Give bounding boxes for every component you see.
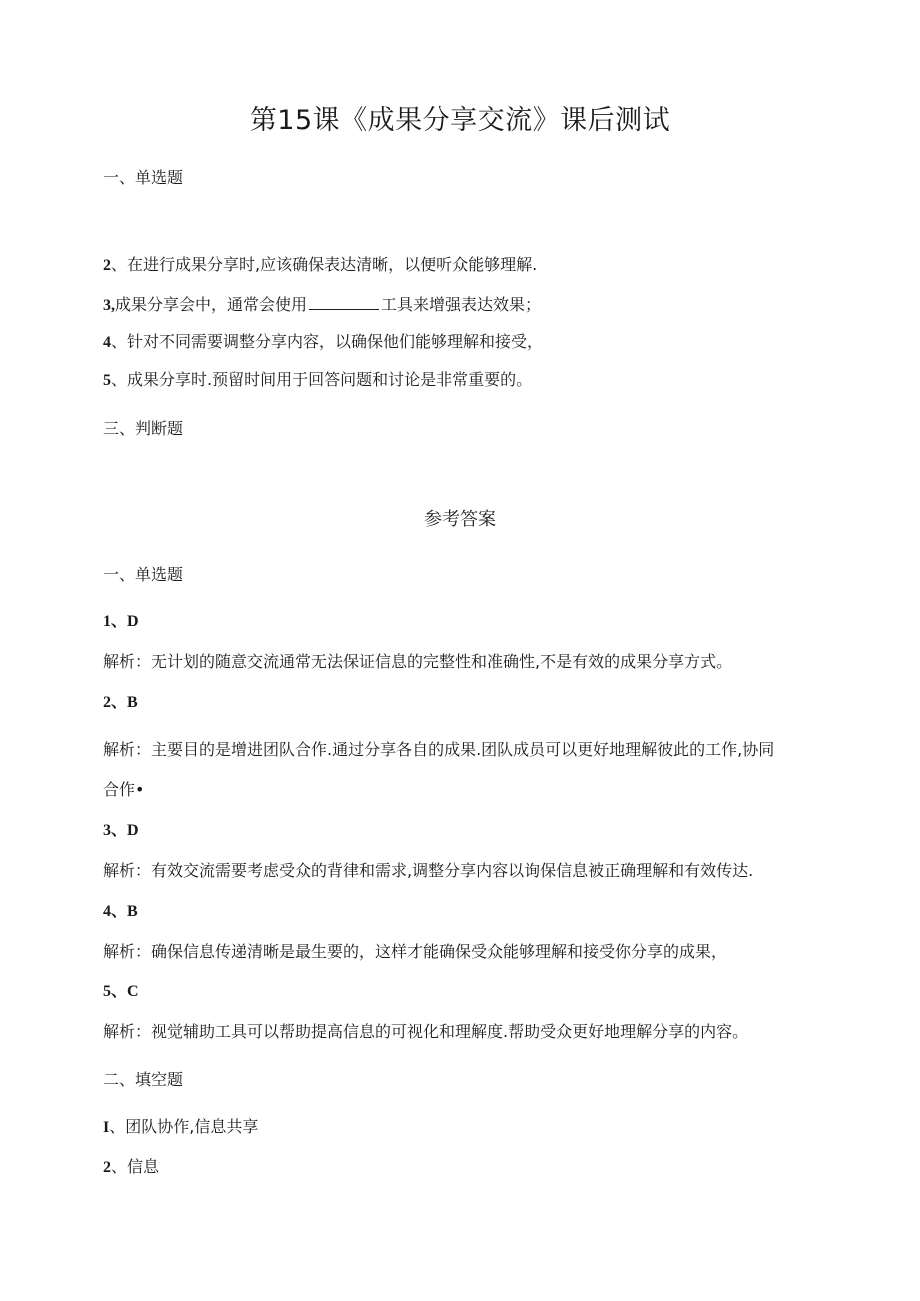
answer-explanation-5: 解析：视觉辅助工具可以帮助提高信息的可视化和理解度.帮助受众更好地理解分享的内容。 xyxy=(103,1022,749,1041)
answers-section-fill-in: 二、填空题 xyxy=(103,1070,184,1089)
section-heading-single-choice: 一、单选题 xyxy=(103,168,184,187)
answer-label-4: 4、B xyxy=(103,903,138,920)
question-3 xyxy=(103,295,541,316)
answer-label-2: 2、B xyxy=(103,694,138,711)
question-number: 2 xyxy=(103,257,111,274)
answer-label-1: 1、D xyxy=(103,613,139,630)
question-text: 针对不同需要调整分享内容，以确保他们能够理解和接受， xyxy=(127,332,544,351)
answer-explanation-3: 解析：有效交流需要考虑受众的背律和需求,调整分享内容以询保信息被正确理解和有效传达. xyxy=(103,861,754,880)
fill-answer-separator: 、 xyxy=(109,1117,126,1136)
answer-explanation-4: 解析：确保信息传递清晰是最生要的，这样才能确保受众能够理解和接受你分享的成果， xyxy=(103,942,728,961)
question-number: 5 xyxy=(103,372,111,389)
answer-explanation-1: 解析：无计划的随意交流通常无法保证信息的完整性和准确性,不是有效的成果分享方式。 xyxy=(103,652,733,671)
fill-answer-1 xyxy=(103,1117,258,1138)
question-separator: 、 xyxy=(111,370,128,389)
fill-answer-text: 信息 xyxy=(127,1157,160,1176)
question-separator: 、 xyxy=(111,255,128,274)
question-4 xyxy=(103,332,543,353)
fill-answer-text: 团队协作,信息共享 xyxy=(125,1117,259,1136)
question-separator: 、 xyxy=(111,332,128,351)
question-text: 在进行成果分享时,应该确保表达清晰，以便听众能够理解. xyxy=(127,255,538,274)
question-text: 成果分享时.预留时间用于回答问题和讨论是非常重要的。 xyxy=(127,370,533,389)
answer-explanation-2: 解析：主要目的是增进团队合作.通过分享各自的成果.团队成员可以更好地理解彼此的工作,协同 xyxy=(103,740,775,759)
answers-section-single-choice: 一、单选题 xyxy=(103,565,184,584)
answer-label-3: 3、D xyxy=(103,822,139,839)
fill-answer-2 xyxy=(103,1157,159,1178)
question-5 xyxy=(103,370,532,391)
fill-answer-number: I xyxy=(103,1119,110,1136)
section-heading-true-false: 三、判断题 xyxy=(103,419,184,438)
question-2 xyxy=(103,255,537,276)
answers-title: 参考答案 xyxy=(424,509,496,530)
answer-explanation-2-continued: 合作• xyxy=(103,780,145,799)
fill-answer-separator: 、 xyxy=(111,1157,128,1176)
question-number: 3 xyxy=(103,297,111,314)
question-text-before: 成果分享会中，通常会使用 xyxy=(115,295,308,314)
question-text-after: 工具来增强表达效果； xyxy=(381,295,542,314)
fill-in-blank xyxy=(309,295,379,310)
question-number: 4 xyxy=(103,334,111,351)
fill-answer-number: 2 xyxy=(103,1159,111,1176)
page-title: 第15课《成果分享交流》课后测试 xyxy=(249,105,671,136)
question-separator: , xyxy=(111,297,115,314)
answer-label-5: 5、C xyxy=(103,983,139,1000)
